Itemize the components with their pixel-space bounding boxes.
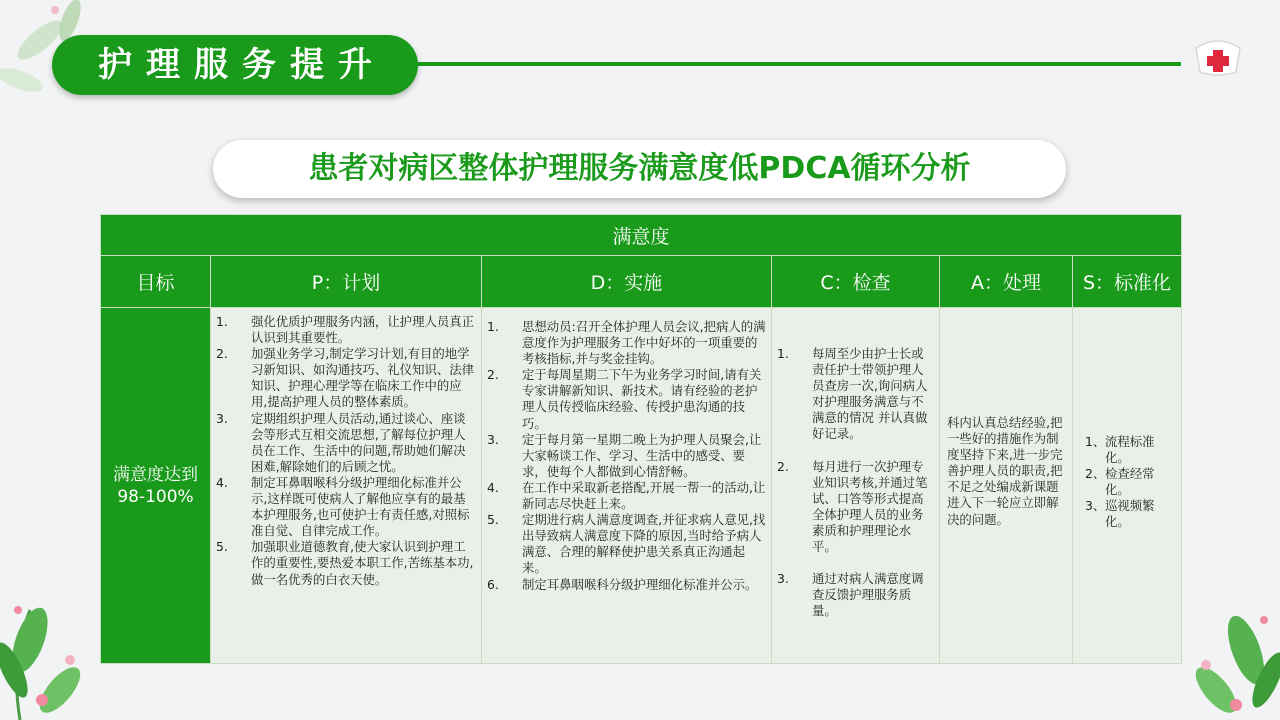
plan-item: 3. 定期组织护理人员活动,通过谈心、座谈会等形式互相交流思想,了解每位护理人员在工作、生活中的问题,帮助她们解决困难,解除她们的后顾之忧。 <box>216 410 466 474</box>
check-item: 2. 每月进行一次护理专业知识考核,并通过笔试、口答等形式提高全体护理人员的业务素质和护理理论水平。 <box>777 458 928 555</box>
standardize-item: 1、 流程标准化。 <box>1085 434 1155 466</box>
act-header: A：处理 <box>940 256 1073 308</box>
check-header: C：检查 <box>772 256 940 308</box>
plan-item: 1. 强化优质护理服务内涵，让护理人员真正认识到其重要性。 <box>216 314 475 346</box>
slide-subtitle: 患者对病区整体护理服务满意度低PDCA循环分析 <box>213 140 1066 198</box>
standardize-item: 2、 检查经常化。 <box>1085 466 1155 498</box>
plant-decoration-bottom-left <box>0 540 100 720</box>
standardize-header: S：标准化 <box>1073 256 1182 308</box>
do-header: D：实施 <box>482 256 772 308</box>
do-item: 2. 定于每周星期二下午为业务学习时间,请有关专家讲解新知识、新技术。请有经验的老护理人员传授临床经验、传授护患沟通的技巧。 <box>487 367 762 431</box>
plan-item: 2. 加强业务学习,制定学习计划,有目的地学习新知识、如沟通技巧、礼仪知识、法律知识、护理心理学等在临床工作中的应用,提高护理人员的整体素质。 <box>216 346 475 410</box>
check-item: 1. 每周至少由护士长或责任护士带领护理人员查房一次,询问病人对护理服务满意与不满意的情况 并认真做好记录。 <box>777 346 928 442</box>
nurse-cap-icon <box>1192 34 1244 78</box>
plan-item: 5. 加强职业道德教育,使大家认识到护理工作的重要性,要热爱本职工作,苦练基本功,做一名优秀的白衣天使。 <box>216 539 474 587</box>
do-item: 5. 定期进行病人满意度调查,并征求病人意见,找出导致病人满意度下降的原因,当时给予病人满意、合理的解释使护患关系真正沟通起来。 <box>487 512 766 576</box>
do-item: 1. 思想动员:召开全体护理人员会议,把病人的满意度作为护理服务工作中好坏的一项重要的考核指标,并与奖金挂钩。 <box>487 319 766 367</box>
do-item: 4. 在工作中采取新老搭配,开展一帮一的活动,让新同志尽快赶上来。 <box>487 479 766 512</box>
title-divider <box>405 62 1181 66</box>
do-item: 3. 定于每月第一星期二晚上为护理人员聚会,让大家畅谈工作、学习、生活中的感受、要求，使每个人都做到心情舒畅。 <box>487 431 762 479</box>
do-item: 6. 制定耳鼻咽喉科分级护理细化标准并公示。 <box>487 576 758 592</box>
goal-header: 目标 <box>101 256 211 308</box>
check-item: 3. 通过对病人满意度调查反馈护理服务质量。 <box>777 571 924 619</box>
standardize-cell <box>1073 308 1182 664</box>
standardize-item: 3、 巡视频繁化。 <box>1085 498 1155 530</box>
do-cell <box>482 308 772 664</box>
plan-cell <box>211 308 482 664</box>
act-cell <box>940 308 1073 664</box>
plan-header: P：计划 <box>211 256 482 308</box>
check-cell <box>772 308 940 664</box>
plan-item: 4. 制定耳鼻咽喉科分级护理细化标准并公示,这样既可使病人了解他应享有的最基本护理服务,也可使护士有责任感,对照标准自觉、自律完成工作。 <box>216 474 470 539</box>
plant-decoration-bottom-right <box>1176 540 1280 720</box>
act-text: 科内认真总结经验,把一些好的措施作为制度坚持下来,进一步完善护理人员的职责,把不足之处编成新课题进入下一轮应立即解决的问题。 <box>947 415 1063 527</box>
satisfaction-header: 满意度 <box>101 215 1182 256</box>
section-title: 护理服务提升 <box>52 35 418 95</box>
pdca-table <box>100 214 1182 664</box>
goal-cell: 满意度达到98-100% <box>101 308 211 664</box>
